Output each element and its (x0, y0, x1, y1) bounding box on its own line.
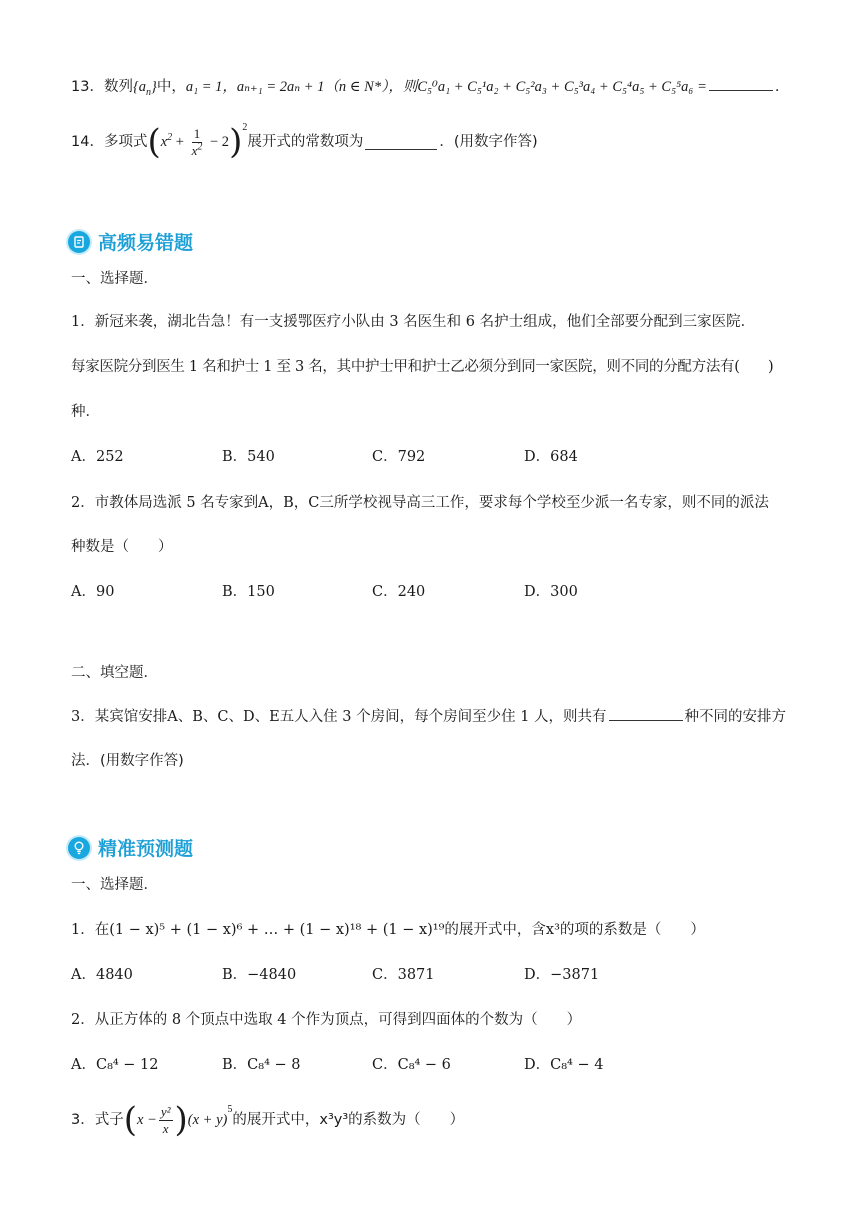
question-13 (71, 76, 779, 97)
s1-q2-option-c[interactable]: C．240 (372, 584, 426, 600)
q13-zhong: 中， (156, 79, 186, 95)
s1-q2-option-b[interactable]: B．150 (222, 584, 275, 600)
s2-q1-text: 1．在(1 − x)⁵ + (1 − x)⁶ + … + (1 − x)¹⁸ + (1 − x)¹⁹的展开式中，含x³的项的系数是（ ） (71, 922, 705, 938)
q14-suffix: 展开式的常数项为 (247, 134, 364, 150)
q14-minus-two: − 2 (206, 134, 230, 150)
q14-end: ．(用数字作答) (439, 134, 538, 150)
s2-q3-prefix: 3．式子 (71, 1112, 124, 1128)
q13-sequence: $\{a_n\}$ (132, 79, 157, 98)
q13-cond2: aₙ₊₁ = 2aₙ + 1（n ∈ N*），则 (236, 79, 418, 95)
s2-q3: 3．式子 ( x − $\frac{\text{y²}}{x}$ ) (x + y) $^5$ 的展开式中，x³y³的系数为（ ） (71, 1100, 465, 1140)
s1-q2-line1: 2．市教体局选派 5 名专家到A，B，C三所学校视导高三工作，要求每个学校至少派一名专家，则不同的派法 (71, 495, 769, 511)
s1-q3-answer-blank[interactable] (609, 706, 683, 721)
s1-q1-option-a[interactable]: A．252 (71, 449, 124, 465)
s1-q3-text-a: 3．某宾馆安排A、B、C、D、E五人入住 3 个房间，每个房间至少住 1 人，则共有 (71, 709, 607, 725)
q14-x-squared: $x^2$ (160, 132, 173, 150)
section-title: 高频易错题 (98, 232, 194, 254)
q13-answer-blank[interactable] (709, 76, 773, 91)
s1-q1-option-d[interactable]: D．684 (524, 449, 578, 465)
q13-prefix: 13．数列 (71, 79, 133, 95)
s1-q2-option-a[interactable]: A．90 (71, 584, 115, 600)
s2-q2-option-c[interactable]: C．C₈⁴ − 6 (372, 1057, 451, 1073)
s2-q3-suffix: 的展开式中，x³y³的系数为（ ） (232, 1112, 465, 1128)
s1-q1-line1: 1．新冠来袭，湖北告急！有一支援鄂医疗小队由 3 名医生和 6 名护士组成，他们全部要分配到三家医院． (71, 314, 756, 330)
lightbulb-icon (68, 837, 90, 859)
s2-q2-text: 2．从正方体的 8 个顶点中选取 4 个作为顶点，可得到四面体的个数为（ ） (71, 1012, 582, 1028)
s1-part-choice: 一、选择题． (71, 271, 158, 287)
section-header-precise-prediction (68, 834, 193, 861)
s2-q1-option-d[interactable]: D．−3871 (524, 967, 600, 983)
q14-answer-blank[interactable] (365, 135, 437, 150)
s2-q1-option-b[interactable]: B．−4840 (222, 967, 297, 983)
s2-part-choice: 一、选择题． (71, 877, 158, 893)
q14-right-paren: ) (229, 122, 243, 162)
q14-plus: + (172, 134, 188, 150)
s2-q2-option-d[interactable]: D．C₈⁴ − 4 (524, 1057, 604, 1073)
s2-q3-left-paren: ( (123, 1100, 137, 1140)
q14-fraction: $\frac{1}{x^2}$ (191, 125, 203, 158)
s2-q3-fraction: $\frac{\text{y²}}{x}$ (160, 1103, 171, 1136)
q14-left-paren: ( (147, 122, 161, 162)
s2-q2-option-a[interactable]: A．C₈⁴ − 12 (71, 1057, 159, 1073)
s2-q3-right-paren: ) (174, 1100, 188, 1140)
s1-q1-option-b[interactable]: B．540 (222, 449, 275, 465)
s1-q3-line2: 法．(用数字作答) (71, 753, 184, 769)
s1-q1-line3: 种． (71, 404, 100, 420)
s2-q3-binomial: (x + y) (187, 1112, 228, 1128)
s1-q1-option-c[interactable]: C．792 (372, 449, 426, 465)
s2-q2-option-b[interactable]: B．C₈⁴ − 8 (222, 1057, 301, 1073)
q14-prefix: 14．多项式 (71, 134, 148, 150)
document-icon (68, 231, 90, 253)
s2-q1-option-c[interactable]: C．3871 (372, 967, 435, 983)
question-14: 14．多项式 ( $x^2$ + $\frac{1}{x^2}$ − 2 ) $^2$ 展开式的常数项为 ．(用数字作答) (71, 122, 538, 162)
q13-end: . (774, 79, 780, 95)
section-header-frequent-errors (68, 228, 193, 255)
section-title: 精准预测题 (98, 838, 194, 860)
s1-q3-line1 (71, 706, 786, 727)
s2-q1-option-a[interactable]: A．4840 (71, 967, 133, 983)
s1-q2-option-d[interactable]: D．300 (524, 584, 578, 600)
s1-q2-line2: 种数是（ ） (71, 539, 173, 555)
s1-q1-line2: 每家医院分到医生 1 名和护士 1 至 3 名，其中护士甲和护士乙必须分到同一家医院，则不同的分配方法有( ) (71, 359, 774, 375)
s2-q3-x-minus: x − (137, 1112, 157, 1128)
s1-part-fill: 二、填空题． (71, 665, 158, 681)
s1-q3-text-b: 种不同的安排方 (684, 709, 787, 725)
q13-expression: C₅⁰a₁ + C₅¹a₂ + C₅²a₃ + C₅³a₄ + C₅⁴a₅ + C₅⁵a₆ = (417, 79, 707, 95)
q13-cond1: a₁ = 1， (185, 79, 237, 95)
